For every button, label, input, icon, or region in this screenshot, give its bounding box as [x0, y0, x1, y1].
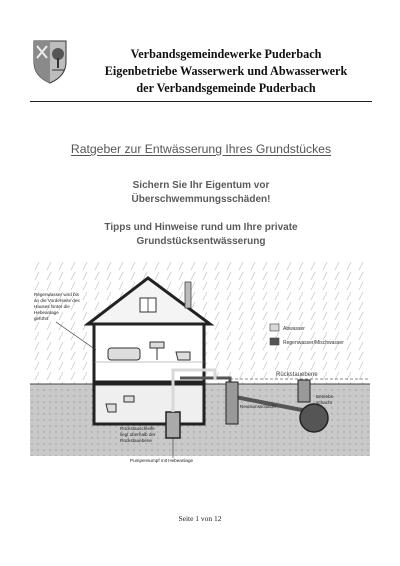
header-divider — [30, 101, 372, 102]
coat-of-arms-logo — [33, 40, 67, 84]
subtitle-warning-line-2: Überschwemmungsschäden! — [131, 194, 271, 205]
svg-text:Betriebs-: Betriebs- — [316, 394, 335, 399]
legend-mixed-swatch — [270, 338, 279, 345]
toilet — [176, 352, 190, 360]
inspection-shaft — [226, 382, 238, 424]
svg-text:an die Vorderseite des: an die Vorderseite des — [34, 298, 80, 303]
subtitle-tips — [30, 221, 372, 249]
legend-waste-swatch — [270, 324, 279, 331]
svg-text:Hebeanlage: Hebeanlage — [34, 310, 59, 315]
main-sewer — [300, 404, 328, 432]
svg-text:geführt: geführt — [34, 316, 49, 321]
header-line-3: der Verbandsgemeinde Puderbach — [136, 81, 316, 95]
svg-text:Hauses hinter die: Hauses hinter die — [34, 304, 70, 309]
header-line-2: Eigenbetriebe Wasserwerk und Abwasserwerk — [104, 64, 348, 78]
operation-shaft — [298, 380, 310, 402]
subtitle-tips-line-2: Grundstücksentwässerung — [136, 236, 266, 247]
bathtub — [108, 348, 140, 360]
pump-sump — [166, 412, 180, 438]
header-line-1: Verbandsgemeindewerke Puderbach — [130, 47, 322, 61]
legend-waste: Abwasser — [283, 326, 305, 332]
svg-text:schacht: schacht — [316, 400, 332, 405]
label-backwater: Rückstauebene — [276, 372, 318, 378]
svg-text:Rückstauschleife: Rückstauschleife — [120, 426, 155, 431]
subtitle-warning — [30, 179, 372, 207]
label-backwater-loop — [120, 426, 156, 443]
svg-text:Regenwasser wird bis: Regenwasser wird bis — [34, 292, 79, 297]
label-inspection-shaft: Revisionsschacht — [240, 404, 276, 409]
subtitle-warning-line-1: Sichern Sie Ihr Eigentum vor — [132, 180, 270, 191]
svg-text:liegt oberhalb der: liegt oberhalb der — [120, 432, 156, 437]
drainage-diagram — [30, 262, 370, 474]
page-number: Seite 1 von 12 — [178, 514, 222, 523]
issuer-header — [76, 46, 376, 97]
label-pump-sump: Pumpensumpf mit Hebeanlage — [130, 458, 194, 463]
subtitle-tips-line-1: Tipps und Hinweise rund um Ihre private — [104, 222, 298, 233]
svg-text:Rückstauebene: Rückstauebene — [120, 438, 152, 443]
legend-mixed: Regenwasser/Mischwasser — [283, 340, 344, 346]
page-title: Ratgeber zur Entwässerung Ihres Grundstückes — [70, 142, 332, 156]
